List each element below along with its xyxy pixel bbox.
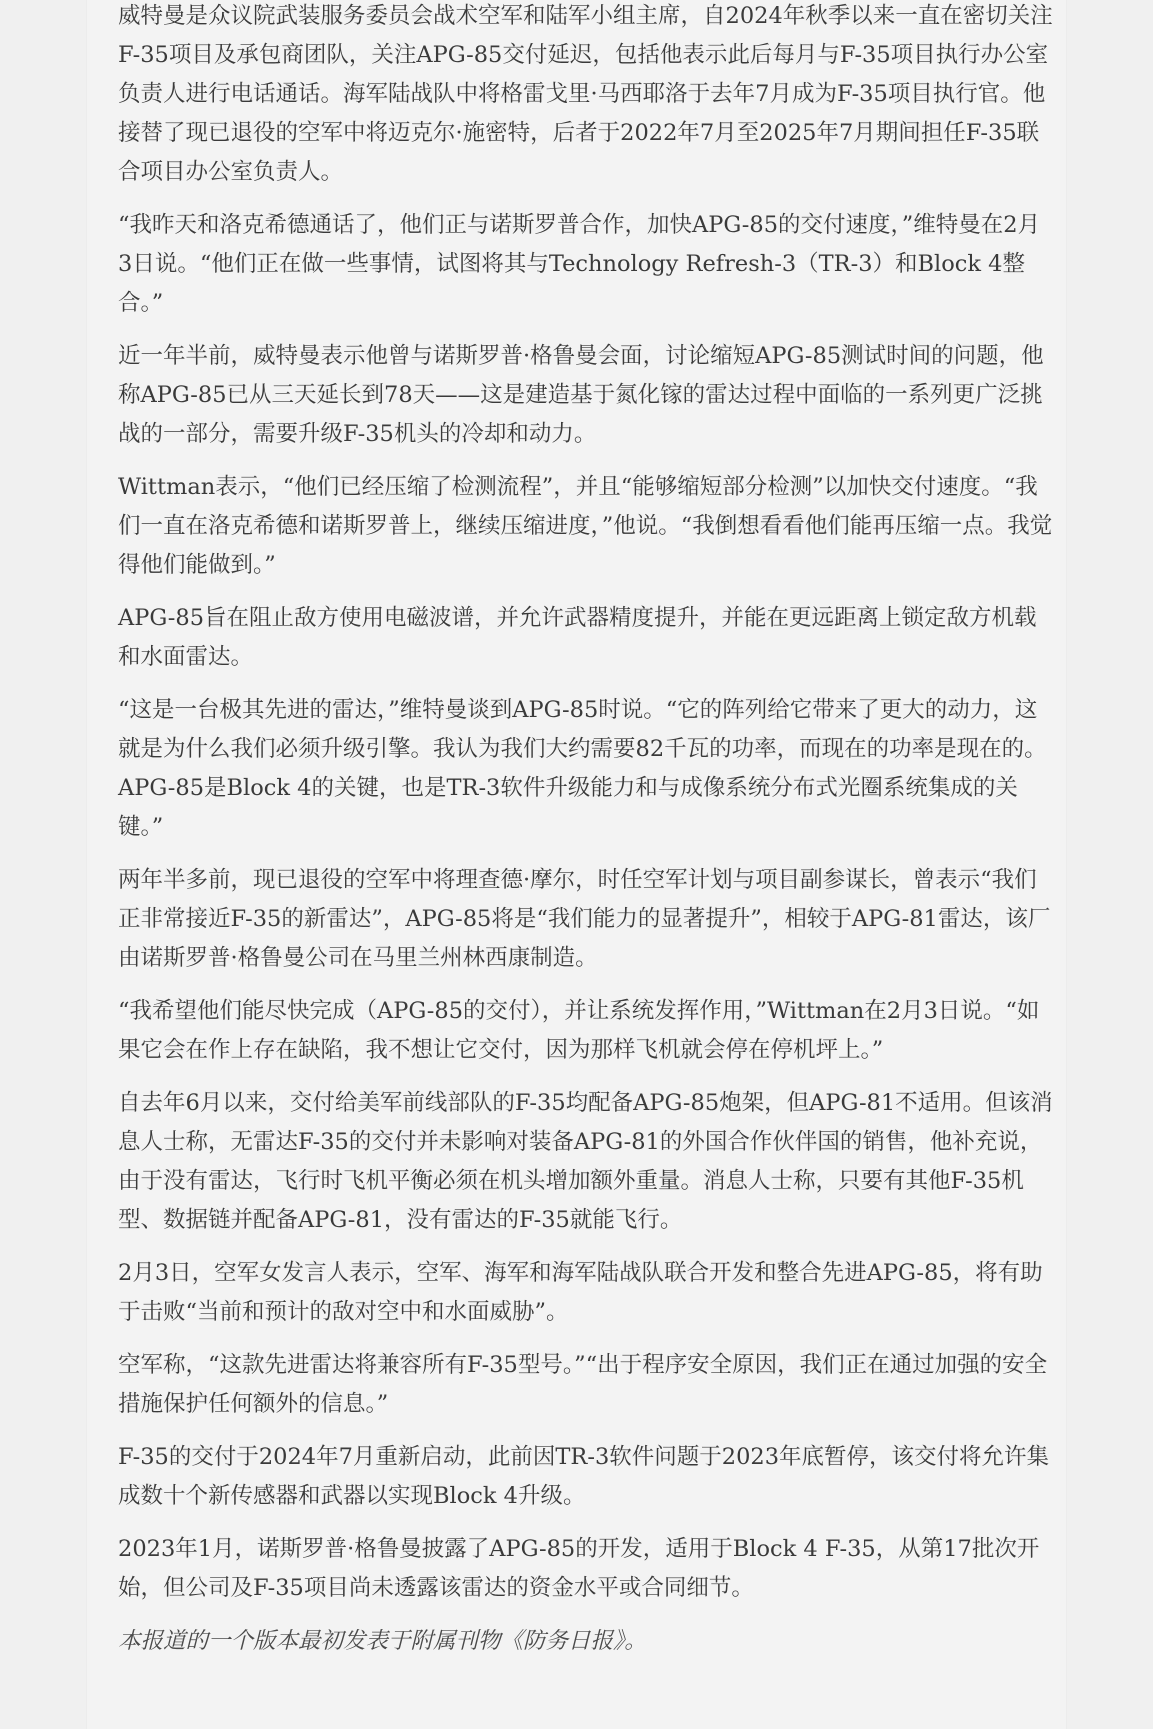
article-paragraph: APG-85旨在阻止敌方使用电磁波谱，并允许武器精度提升，并能在更远距离上锁定敌方机载和水面雷达。 xyxy=(118,605,1037,670)
article-paragraph: 2月3日，空军女发言人表示，空军、海军和海军陆战队联合开发和整合先进APG-85，将有助于击败“当前和预计的敌对空中和水面威胁”。 xyxy=(118,1260,1043,1325)
article-paragraph: 空军称，“这款先进雷达将兼容所有F-35型号。”“出于程序安全原因，我们正在通过加强的安全措施保护任何额外的信息。” xyxy=(118,1352,1048,1417)
article-paragraph: “这是一台极其先进的雷达，”维特曼谈到APG-85时说。“它的阵列给它带来了更大的动力，这就是为什么我们必须升级引擎。我认为我们大约需要82千瓦的功率，而现在的功率是现在的。APG-85是Block 4的关键，也是TR-3软件升级能力和与成像系统分布式光圈系统集成的关键。” xyxy=(118,697,1047,840)
publication-note: 本报道的一个版本最初发表于附属刊物《防务日报》。 xyxy=(118,1628,647,1654)
article-body xyxy=(118,0,1053,1675)
article-paragraph: 近一年半前，威特曼表示他曾与诺斯罗普·格鲁曼会面，讨论缩短APG-85测试时间的问题，他称APG-85已从三天延长到78天——这是建造基于氮化镓的雷达过程中面临的一系列更广泛挑战的一部分，需要升级F-35机头的冷却和动力。 xyxy=(118,343,1044,447)
article-paragraph: Wittman表示，“他们已经压缩了检测流程”，并且“能够缩短部分检测”以加快交付速度。“我们一直在洛克希德和诺斯罗普上，继续压缩进度，”他说。“我倒想看看他们能再压缩一点。我觉得他们能做到。” xyxy=(118,474,1053,578)
article-paragraph: “我希望他们能尽快完成（APG-85的交付），并让系统发挥作用，”Wittman在2月3日说。“如果它会在作上存在缺陷，我不想让它交付，因为那样飞机就会停在停机坪上。” xyxy=(118,998,1040,1063)
article-paragraph: F-35的交付于2024年7月重新启动，此前因TR-3软件问题于2023年底暂停，该交付将允许集成数十个新传感器和武器以实现Block 4升级。 xyxy=(118,1444,1050,1509)
article-paragraph: 威特曼是众议院武装服务委员会战术空军和陆军小组主席，自2024年秋季以来一直在密切关注F-35项目及承包商团队，关注APG-85交付延迟，包括他表示此后每月与F-35项目执行办公室负责人进行电话通话。海军陆战队中将格雷戈里·马西耶洛于去年7月成为F-35项目执行官。他接替了现已退役的空军中将迈克尔·施密特，后者于2022年7月至2025年7月期间担任F-35联合项目办公室负责人。 xyxy=(118,3,1053,185)
article-paragraph: “我昨天和洛克希德通话了，他们正与诺斯罗普合作，加快APG-85的交付速度，”维特曼在2月3日说。“他们正在做一些事情，试图将其与Technology Refresh-3（TR-3）和Block 4整合。” xyxy=(118,212,1041,316)
article-paragraph: 2023年1月，诺斯罗普·格鲁曼披露了APG-85的开发，适用于Block 4 F-35，从第17批次开始，但公司及F-35项目尚未透露该雷达的资金水平或合同细节。 xyxy=(118,1536,1040,1601)
article-paragraph: 自去年6月以来，交付给美军前线部队的F-35均配备APG-85炮架，但APG-81不适用。但该消息人士称，无雷达F-35的交付并未影响对装备APG-81的外国合作伙伴国的销售，他补充说，由于没有雷达，飞行时飞机平衡必须在机头增加额外重量。消息人士称，只要有其他F-35机型、数据链并配备APG-81，没有雷达的F-35就能飞行。 xyxy=(118,1090,1053,1233)
article-paragraph: 两年半多前，现已退役的空军中将理查德·摩尔，时任空军计划与项目副参谋长，曾表示“我们正非常接近F-35的新雷达”，APG-85将是“我们能力的显著提升”，相较于APG-81雷达，该厂由诺斯罗普·格鲁曼公司在马里兰州林西康制造。 xyxy=(118,867,1051,971)
